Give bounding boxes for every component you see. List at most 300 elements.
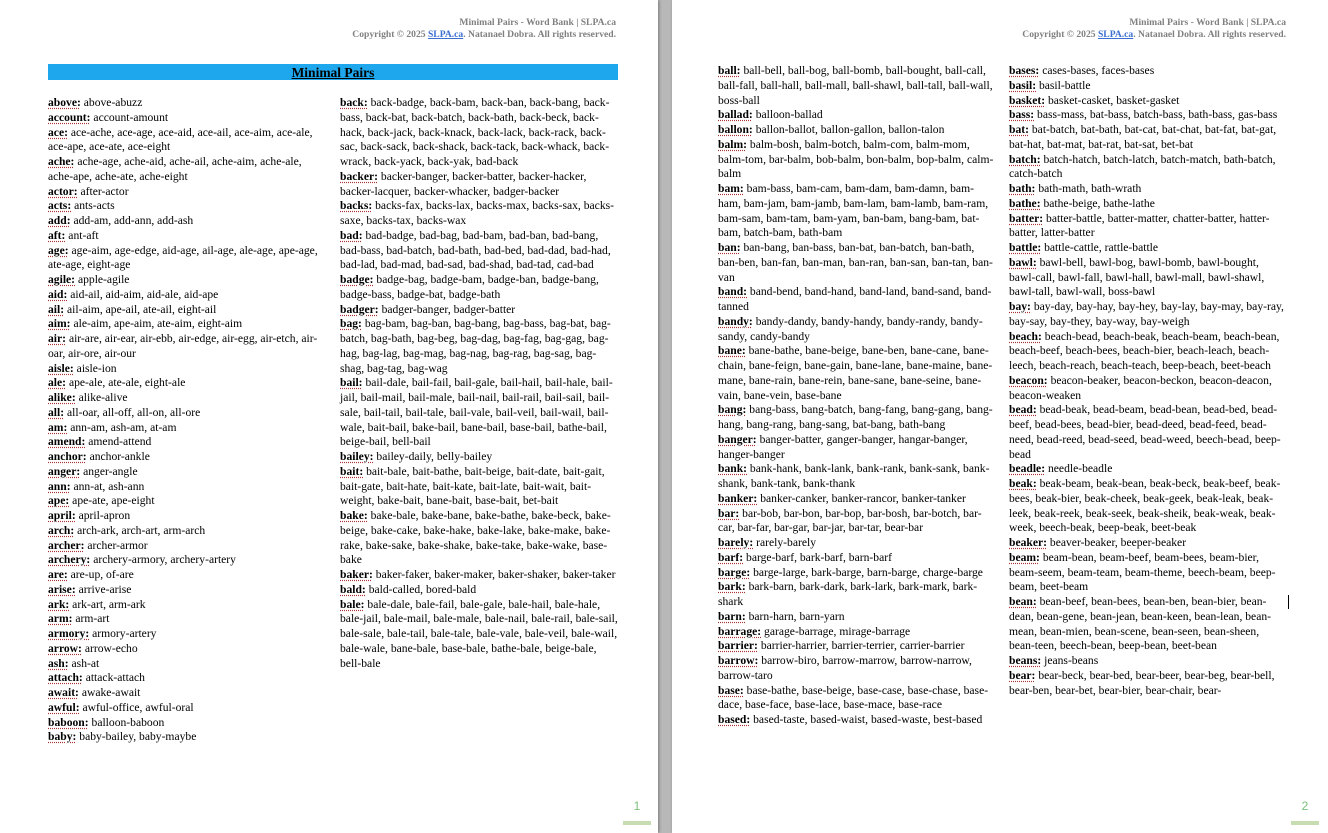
headword: ape: [48, 494, 70, 508]
pair-list: bail-dale, bail-fail, bail-gale, bail-hail, bail-hale, bail-jail, bail-mail, bail-male, bail-nail, bail-rail, bail-sail, bail-sale, bail-tail, bail-tale, bail-vale, bail-veil, bail-wail, bail-wale, bait-bail, bake-bail, bane-bail, base-bail, bathe-bail, beige-bail, bell-bail [340, 376, 613, 449]
pair-list: ban-bang, ban-bass, ban-bat, ban-batch, ban-bath, ban-ben, ban-fan, ban-man, ban-ran, ban-san, ban-tan, ban-van [718, 241, 993, 284]
page1-column-2 [340, 96, 618, 671]
headword: barrage: [718, 624, 762, 638]
word-entry [48, 509, 326, 524]
word-entry [340, 450, 618, 465]
headword: aft: [48, 228, 66, 242]
pair-list: battle-cattle, rattle-battle [1044, 241, 1159, 254]
word-entry [48, 303, 326, 318]
word-entry [1009, 669, 1287, 699]
word-entry [340, 273, 618, 303]
pair-list: ape-ate, ape-eight [72, 494, 155, 508]
word-entry [340, 96, 618, 170]
pair-list: barn-harn, barn-yarn [748, 609, 845, 623]
word-entry [48, 716, 326, 731]
pair-list: bang-bass, bang-batch, bang-fang, bang-gang, bang-hang, bang-rang, bang-sang, bat-bang, bath-bang [718, 403, 993, 431]
pair-list: age-aim, age-edge, aid-age, ail-age, ale-age, ape-age, ate-age, eight-age [48, 243, 318, 272]
headword: barrier: [718, 639, 758, 653]
word-entry [48, 583, 326, 598]
word-entry [340, 568, 618, 583]
headword: beam: [1009, 550, 1040, 564]
word-entry [48, 273, 326, 288]
headword: air: [48, 332, 67, 345]
pair-list: jeans-beans [1044, 654, 1099, 667]
word-entry [48, 111, 326, 126]
pair-list: bad-badge, bad-bag, bad-bam, bad-ban, bad-bang, bad-bass, bad-batch, bad-bath, bad-bed, bad-dad, bad-had, bad-lad, bad-mad, bad-sad, bad-shad, bad-tad, cad-bad [340, 228, 611, 272]
pair-list: basil-battle [1038, 78, 1091, 92]
word-entry [1009, 182, 1287, 197]
headword: actor: [48, 184, 78, 198]
pair-list: armory-artery [92, 627, 157, 640]
pair-list: base-bathe, base-beige, base-case, base-chase, base-dace, base-face, base-lace, base-mace, base-race [718, 683, 989, 712]
headword: battle: [1009, 241, 1042, 254]
word-entry [1009, 551, 1287, 595]
page-number: 1 [623, 797, 651, 825]
word-entry [340, 317, 618, 376]
page2-column-2 [1009, 64, 1287, 698]
headword: band: [718, 285, 748, 299]
word-entry [48, 450, 326, 465]
site-link[interactable]: SLPA.ca [427, 29, 464, 40]
pair-list: banger-batter, ganger-banger, hangar-banger, hanger-banger [718, 432, 968, 461]
word-entry [718, 182, 996, 241]
headword: banker: [718, 491, 758, 505]
pair-list: bane-bathe, bane-beige, bane-ben, bane-cane, bane-chain, bane-feign, bane-gain, bane-lane, bane-maine, bane-mane, bane-rain, bane-rein, bane-sane, bane-seine, bane-vain, bane-vein, base-bane [718, 344, 993, 402]
word-entry [718, 492, 996, 507]
word-entry [718, 566, 996, 581]
pair-list: ann-at, ash-ann [73, 479, 145, 493]
headword: awful: [48, 700, 80, 714]
word-entry [48, 421, 326, 436]
section-title-bar [48, 64, 618, 80]
headword: acts: [48, 199, 72, 213]
word-entry [48, 686, 326, 701]
word-entry [340, 199, 618, 229]
pair-list: basket-casket, basket-gasket [1047, 93, 1180, 107]
pair-list: beaver-beaker, beeper-beaker [1049, 536, 1187, 549]
pair-list: air-are, air-ear, air-ebb, air-edge, air-egg, air-etch, air-oar, air-ore, air-our [48, 332, 318, 360]
word-entry [340, 170, 618, 200]
headword: batter: [1009, 211, 1044, 225]
pair-list: backer-banger, backer-batter, backer-hacker, backer-lacquer, backer-whacker, badger-backer [340, 169, 587, 198]
pair-list: after-actor [80, 184, 129, 198]
word-entry [48, 657, 326, 672]
headword: bean: [1009, 595, 1037, 608]
word-entry [48, 96, 326, 111]
headword: arm: [48, 612, 73, 626]
pair-list: ail-aim, ape-ail, ate-ail, eight-ail [67, 302, 217, 316]
headword: beans: [1009, 654, 1042, 667]
word-entry [718, 108, 996, 123]
headword: aid: [48, 287, 68, 301]
pair-list: all-oar, all-off, all-on, all-ore [67, 405, 201, 419]
pair-list: bald-called, bored-bald [368, 582, 477, 596]
headword: archer: [48, 538, 85, 552]
pair-list: awful-office, awful-oral [82, 700, 194, 714]
pair-list: ape-ale, ate-ale, eight-ale [68, 376, 186, 390]
headword: bases: [1009, 64, 1040, 77]
pair-list: baby-bailey, baby-maybe [79, 730, 197, 744]
word-entry [48, 642, 326, 657]
headword: barge: [718, 565, 751, 579]
pair-list: ant-aft [68, 228, 99, 242]
word-entry [718, 654, 996, 684]
headword: arise: [48, 582, 76, 596]
pair-list: balloon-baboon [91, 715, 165, 729]
headword: account: [48, 110, 91, 124]
headword: are: [48, 568, 68, 581]
headword: arrow: [48, 641, 82, 655]
page-number: 2 [1291, 797, 1319, 825]
word-entry [48, 598, 326, 613]
headword: bag: [340, 317, 362, 331]
word-entry [48, 730, 326, 745]
headword: base: [718, 683, 744, 697]
word-entry [1009, 197, 1287, 212]
headword: all: [48, 405, 65, 419]
pair-list: based-taste, based-waist, based-waste, best-based [753, 713, 983, 726]
pair-list: bale-dale, bale-fail, bale-gale, bale-hail, bale-hale, bale-jail, bale-mail, bale-male, bale-nail, bale-rail, bale-sail, bale-sale, bale-tail, bale-tale, bale-vale, bale-veil, bale-wail, bale-wale, bane-bale, base-bale, bathe-bale, beige-bale, bell-bale [340, 597, 618, 670]
word-entry [718, 64, 996, 108]
word-entry [718, 344, 996, 403]
pair-list: bailey-daily, belly-bailey [376, 450, 493, 463]
headword: await: [48, 686, 79, 699]
headword: bam: [718, 182, 744, 195]
pair-list: barge-large, bark-barge, barn-barge, charge-barge [753, 565, 983, 579]
word-entry [1009, 79, 1287, 94]
pair-list: attack-attach [85, 671, 145, 685]
word-entry [48, 701, 326, 716]
word-entry [1009, 595, 1287, 654]
word-entry [48, 199, 326, 214]
word-entry [718, 580, 996, 610]
word-entry [48, 465, 326, 480]
word-entry [48, 553, 326, 568]
pair-list: apple-agile [77, 273, 130, 286]
word-entry [48, 317, 326, 332]
pair-list: needle-beadle [1047, 462, 1113, 476]
pair-list: arrow-echo [84, 641, 138, 655]
headword: back: [340, 96, 368, 109]
pair-list: bass-mass, bat-bass, batch-bass, bath-bass, gas-bass [1037, 108, 1278, 122]
pair-list: ash-at [71, 656, 100, 670]
headword: bald: [340, 582, 366, 596]
headword: backer: [340, 169, 378, 183]
word-entry [718, 610, 996, 625]
word-entry [718, 639, 996, 654]
pair-list: band-bend, band-hand, band-land, band-sand, band-tanned [718, 285, 992, 313]
page-header [352, 17, 616, 41]
word-entry [48, 391, 326, 406]
headword: bang: [718, 403, 747, 417]
page-header [1022, 17, 1286, 41]
headword: anger: [48, 464, 81, 478]
pair-list: baker-faker, baker-maker, baker-shaker, baker-taker [375, 568, 616, 581]
headword: basil: [1009, 78, 1037, 92]
pair-list: ball-bell, ball-bog, ball-bomb, ball-bought, ball-call, ball-fall, ball-hall, ball-mall, ball-shawl, ball-tall, ball-wall, boss-ball [718, 64, 993, 107]
headword: amend: [48, 435, 86, 449]
pair-list: archer-armor [87, 538, 148, 552]
headword: badger: [340, 302, 379, 316]
headword: arch: [48, 523, 75, 537]
headword: ail: [48, 302, 65, 316]
pair-list: bandy-dandy, bandy-handy, bandy-randy, bandy-sandy, candy-bandy [718, 314, 983, 343]
word-entry [48, 229, 326, 244]
word-entry [718, 684, 996, 714]
headword: barrow: [718, 654, 759, 667]
page-2 [672, 0, 1328, 833]
headword: anchor: [48, 450, 87, 463]
pair-list: amend-attend [88, 435, 152, 449]
word-entry [48, 126, 326, 156]
pair-list: barge-barf, bark-barf, barn-barf [746, 550, 892, 564]
headword: bake: [340, 509, 368, 522]
headword: banger: [718, 432, 757, 446]
word-entry [718, 123, 996, 138]
word-entry [48, 362, 326, 377]
headword: aim: [48, 317, 71, 331]
headword: based: [718, 713, 751, 726]
word-entry [718, 507, 996, 537]
pair-list: bay-day, bay-hay, bay-hey, bay-lay, bay-may, bay-ray, bay-say, bay-they, bay-way, bay-weigh [1009, 300, 1284, 328]
pair-list: bank-hank, bank-lank, bank-rank, bank-sank, bank-shank, bank-tank, bank-thank [718, 462, 990, 490]
pair-list: backs-fax, backs-lax, backs-max, backs-sax, backs-saxe, backs-tax, backs-wax [340, 199, 614, 227]
pair-list: are-up, of-are [70, 568, 134, 581]
headword: aisle: [48, 361, 74, 375]
headword: beacon: [1009, 373, 1048, 387]
header-copyright: Copyright © 2025 SLPA.ca. Natanael Dobra. All rights reserved. [352, 29, 616, 40]
headword: bead: [1009, 403, 1037, 417]
pair-list: batch-hatch, batch-latch, batch-match, bath-batch, catch-batch [1009, 152, 1276, 181]
word-entry [718, 433, 996, 463]
pair-list: bat-batch, bat-bath, bat-cat, bat-chat, bat-fat, bat-gat, bat-hat, bat-mat, bat-rat, bat-sat, bet-bat [1009, 123, 1277, 151]
headword: barely: [718, 536, 754, 549]
pair-list: badger-banger, badger-batter [381, 302, 516, 316]
headword: bat: [1009, 123, 1029, 136]
section-title: Minimal Pairs [291, 65, 375, 80]
word-entry [48, 435, 326, 450]
word-entry [1009, 300, 1287, 330]
headword: basket: [1009, 93, 1046, 107]
pair-list: beacon-beaker, beacon-beckon, beacon-deacon, beacon-weaken [1009, 373, 1272, 402]
headword: add: [48, 214, 71, 227]
pair-list: add-am, add-ann, add-ash [73, 214, 194, 227]
headword: archery: [48, 553, 91, 567]
header-title: Minimal Pairs - Word Bank | SLPA.ca [1129, 17, 1286, 28]
word-entry [1009, 462, 1287, 477]
headword: ballad: [718, 108, 753, 122]
headword: beaker: [1009, 536, 1047, 549]
word-entry [718, 625, 996, 640]
header-title: Minimal Pairs - Word Bank | SLPA.ca [459, 17, 616, 28]
headword: bandy: [718, 314, 753, 328]
word-entry [48, 480, 326, 495]
pair-list: bark-barn, bark-dark, bark-lark, bark-mark, bark-shark [718, 580, 978, 608]
pair-list: arrive-arise [78, 582, 132, 596]
word-entry [340, 465, 618, 509]
headword: beach: [1009, 329, 1042, 343]
headword: bank: [718, 462, 748, 476]
headword: ale: [48, 376, 67, 390]
pair-list: cases-bases, faces-bases [1042, 64, 1155, 77]
pair-list: batter-battle, batter-matter, chatter-batter, hatter-batter, latter-batter [1009, 211, 1270, 240]
headword: april: [48, 509, 76, 522]
headword: badge: [340, 273, 374, 286]
headword: baker: [340, 568, 373, 581]
pair-list: beak-beam, beak-bean, beak-beck, beak-beef, beak-bees, beak-bier, beak-cheek, beak-geek, beak-leak, beak-leek, beak-reek, beak-seek, beak-sheik, beak-weak, beak-week, beech-beak, beep-beak, beet-beak [1009, 477, 1281, 535]
headword: baby: [48, 730, 77, 744]
word-entry [48, 627, 326, 642]
headword: beadle: [1009, 462, 1046, 476]
headword: batch: [1009, 152, 1041, 166]
word-entry [718, 713, 996, 728]
word-entry [340, 229, 618, 273]
word-entry [48, 406, 326, 421]
pair-list: aid-ail, aid-aim, aid-ale, aid-ape [70, 287, 219, 301]
pair-list: ache-age, ache-aid, ache-ail, ache-aim, ache-ale, ache-ape, ache-ate, ache-eight [48, 155, 302, 183]
page-1 [0, 0, 658, 833]
pair-list: archery-armory, archery-artery [93, 553, 236, 567]
word-entry [1009, 654, 1287, 669]
pair-list: beach-bead, beach-beak, beach-beam, beach-bean, beach-beef, beach-bees, beach-bier, beach-leach, beach-leech, beach-reach, beach-teach, beep-beach, beet-beach [1009, 329, 1280, 372]
word-entry [718, 315, 996, 345]
headword: bad: [340, 228, 363, 242]
headword: ark: [48, 597, 70, 611]
word-entry [48, 332, 326, 362]
headword: ace: [48, 125, 68, 139]
headword: ache: [48, 155, 75, 168]
headword: bale: [340, 597, 365, 611]
pair-list: alike-alive [78, 391, 128, 404]
pair-list: bathe-beige, bathe-lathe [1043, 196, 1155, 210]
word-entry [48, 155, 326, 185]
word-entry [340, 583, 618, 598]
pair-list: bear-beck, bear-bed, bear-beer, bear-beg, bear-bell, bear-ben, bear-bet, bear-bier, bear-chair, bear- [1009, 668, 1275, 697]
pair-list: above-abuzz [83, 96, 143, 109]
pair-list: bead-beak, bead-beam, bead-bean, bead-bed, bead-beef, bead-bees, bead-bier, bead-deed, bead-feed, bead-need, bead-reed, bead-seed, bead-weed, beech-bead, beep-bead [1009, 403, 1281, 461]
pair-list: bake-bale, bake-bane, bake-bathe, bake-beck, bake-beige, bake-cake, bake-hake, bake-lake, bake-make, bake-rake, bake-sake, bake-shake, bake-take, bake-wake, base-bake [340, 509, 611, 567]
headword: bath: [1009, 182, 1036, 195]
page2-column-1 [718, 64, 996, 728]
pair-list: barrow-biro, barrow-marrow, barrow-narrow, barrow-taro [718, 654, 972, 682]
pair-list: ale-aim, ape-aim, ate-aim, eight-aim [73, 317, 243, 331]
headword: baboon: [48, 715, 89, 729]
site-link[interactable]: SLPA.ca [1097, 29, 1134, 40]
word-entry [48, 612, 326, 627]
headword: bark: [718, 580, 746, 594]
headword: age: [48, 243, 69, 257]
pair-list: aisle-ion [76, 361, 117, 375]
pair-list: arm-art [75, 612, 110, 626]
pair-list: anchor-ankle [89, 450, 150, 463]
headword: backs: [340, 199, 373, 213]
pair-list: badge-bag, badge-bam, badge-ban, badge-bang, badge-bass, badge-bat, badge-bath [340, 273, 599, 301]
word-entry [48, 568, 326, 583]
pair-list: arch-ark, arch-art, arm-arch [77, 523, 206, 537]
pair-list: back-badge, back-bam, back-ban, back-bang, back-bass, back-bat, back-batch, back-bath, back-beck, back-hack, back-jack, back-knack, back-lack, back-rack, back-sac, back-sack, back-shack, back-tack, back-whack, back-wrack, back-yack, back-yak, bad-back [340, 96, 610, 168]
word-entry [1009, 374, 1287, 404]
pair-list: account-amount [93, 110, 169, 124]
pair-list: rarely-barely [756, 536, 816, 549]
pair-list: bag-bam, bag-ban, bag-bang, bag-bass, bag-bat, bag-batch, bag-bath, bag-beg, bag-dag, bag-fag, bag-gag, bag-hag, bag-lag, bag-mag, bag-nag, bag-rag, bag-sag, bag-shag, bag-tag, bag-wag [340, 317, 611, 375]
word-entry [718, 403, 996, 433]
pair-list: garage-barrage, mirage-barrage [764, 624, 911, 638]
headword: attach: [48, 671, 83, 685]
word-entry [1009, 256, 1287, 300]
word-entry [718, 285, 996, 315]
word-entry [48, 671, 326, 686]
pair-list: bam-bass, bam-cam, bam-dam, bam-damn, bam-ham, bam-jam, bam-jamb, bam-lam, bam-lamb, bam-ram, bam-sam, bam-tam, bam-yam, ban-bam, bang-bam, bat-bam, batch-bam, bath-bam [718, 182, 989, 240]
headword: armory: [48, 627, 90, 640]
headword: above: [48, 96, 81, 109]
headword: barf: [718, 550, 744, 564]
word-entry [48, 288, 326, 303]
headword: balm: [718, 137, 747, 151]
word-entry [1009, 108, 1287, 123]
pair-list: ark-art, arm-ark [72, 597, 146, 611]
headword: bawl: [1009, 255, 1037, 269]
headword: alike: [48, 391, 76, 404]
headword: ballon: [718, 123, 753, 136]
word-entry [48, 244, 326, 274]
headword: ash: [48, 656, 69, 670]
word-entry [1009, 212, 1287, 242]
headword: bass: [1009, 108, 1035, 122]
word-entry [340, 303, 618, 318]
pair-list: balm-bosh, balm-botch, balm-com, balm-mom, balm-tom, bar-balm, bob-balm, bon-balm, bop-balm, calm-balm [718, 137, 994, 181]
pair-list: ann-am, ash-am, at-am [70, 420, 177, 434]
word-entry [1009, 64, 1287, 79]
word-entry [1009, 330, 1287, 374]
pair-list: bait-bale, bait-bathe, bait-beige, bait-date, bait-gait, bait-gate, bait-hate, bait-kate, bait-late, bait-wait, bait-weight, bake-bait, bane-bait, base-bait, bet-bait [340, 464, 605, 508]
pair-list: banker-canker, banker-rancor, banker-tanker [760, 491, 966, 505]
headword: ann: [48, 479, 71, 493]
word-entry [48, 494, 326, 509]
word-entry [48, 185, 326, 200]
word-entry [718, 536, 996, 551]
word-entry [1009, 123, 1287, 153]
word-entry [48, 376, 326, 391]
pair-list: bawl-bell, bawl-bog, bawl-bomb, bawl-bought, bawl-call, bawl-fall, bawl-hall, bawl-mall, bawl-shawl, bawl-tall, bawl-wall, boss-bawl [1009, 255, 1265, 299]
headword: ball: [718, 64, 741, 77]
headword: bar: [718, 506, 740, 520]
word-entry [48, 214, 326, 229]
header-copyright: Copyright © 2025 SLPA.ca. Natanael Dobra. All rights reserved. [1022, 29, 1286, 40]
headword: bail: [340, 376, 363, 390]
headword: bay: [1009, 300, 1031, 313]
word-entry [340, 376, 618, 450]
headword: barn: [718, 609, 746, 623]
word-entry [1009, 94, 1287, 109]
headword: ban: [718, 241, 741, 254]
word-entry [718, 551, 996, 566]
word-entry [340, 598, 618, 672]
headword: am: [48, 420, 68, 434]
word-entry [1009, 536, 1287, 551]
headword: bailey: [340, 450, 374, 463]
pair-list: bath-math, bath-wrath [1038, 182, 1142, 195]
headword: bane: [718, 344, 746, 358]
word-entry [718, 138, 996, 182]
text-cursor [1288, 595, 1289, 609]
pair-list: barrier-harrier, barrier-terrier, carrier-barrier [760, 639, 965, 653]
pair-list: awake-await [81, 686, 141, 699]
headword: bathe: [1009, 196, 1041, 210]
headword: bait: [340, 464, 364, 478]
headword: bear: [1009, 668, 1036, 682]
word-entry [340, 509, 618, 568]
pair-list: anger-angle [83, 464, 138, 478]
